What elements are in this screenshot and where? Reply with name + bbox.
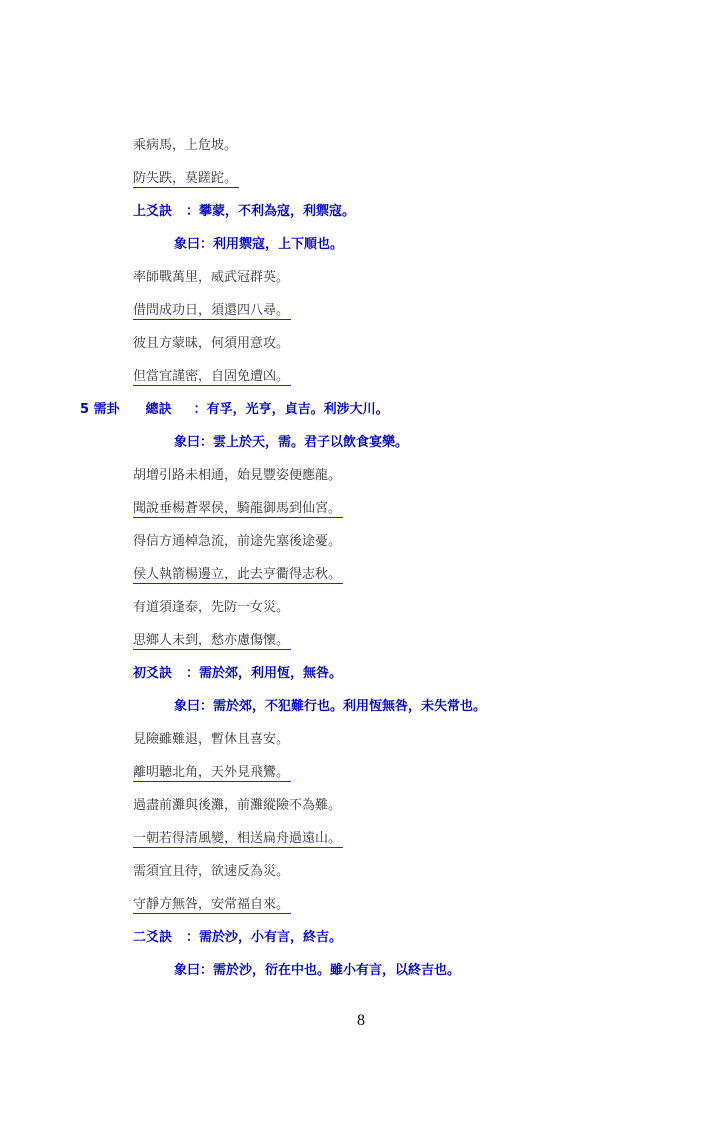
verse-line-underlined: 防失跌，莫蹉跎。 (133, 171, 238, 186)
verse-line: 胡增引路未相通，始見豐姿便應龍。 (133, 468, 342, 483)
verse-line: 需須宜且待，欲速反為災。 (133, 864, 290, 879)
page-number: 8 (357, 1012, 365, 1029)
verse-line-underlined: 守靜方無咎，安常福自來。 (133, 897, 290, 912)
hexagram-heading (80, 403, 389, 416)
xiang-heading: 象曰：需於沙，衍在中也。雖小有言，以終吉也。 (174, 963, 461, 978)
verse-line: 率師戰萬里，威武冠群英。 (133, 270, 290, 285)
verse-line-underlined: 但當宜謹密，自固免遭凶。 (133, 369, 290, 384)
xiang-heading: 象曰：需於郊，不犯難行也。利用恆無咎，未失常也。 (174, 699, 487, 714)
hexagram-label: 5 需卦 (80, 402, 120, 417)
xiang-heading: 象曰：利用禦寇，上下順也。 (174, 237, 344, 252)
yao-label: 上爻訣 (133, 204, 173, 219)
verse-line-underlined: 離明聽北角，天外見飛鸞。 (133, 765, 290, 780)
yao-text: ：需於郊，利用恆，無咎。 (186, 666, 343, 681)
yao-label: 初爻訣 (133, 666, 173, 681)
verse-line: 得信方通棹急流，前途先塞後途憂。 (133, 534, 342, 549)
yao-label: 二爻訣 (133, 930, 173, 945)
verse-line: 有道須逢泰，先防一女災。 (133, 600, 290, 615)
verse-line-underlined: 侯人執箭楊邊立，此去亨衢得志秋。 (133, 567, 342, 582)
verse-line: 過盡前灘與後灘，前灘縱險不為難。 (133, 798, 342, 813)
yao-text: ：需於沙，小有言，終吉。 (186, 930, 343, 945)
yao-heading-first (133, 667, 342, 680)
yao-text: ：攀蒙，不利為寇，利禦寇。 (186, 204, 356, 219)
summary-label: 總訣 (145, 402, 172, 417)
verse-line-underlined: 思鄉人未到，愁亦慮傷懷。 (133, 633, 290, 648)
yao-heading-second (133, 931, 342, 944)
verse-line: 乘病馬，上危坡。 (133, 138, 238, 153)
verse-line: 彼且方蒙昧，何須用意攻。 (133, 336, 290, 351)
xiang-heading: 象曰：雲上於天，需。君子以飲食宴樂。 (174, 435, 409, 450)
verse-line-underlined: 聞說垂楊蒼翠侯，騎龍御馬到仙宮。 (133, 501, 342, 516)
verse-line-underlined: 一朝若得清風變，相送扁舟過遠山。 (133, 831, 342, 846)
yao-heading-top (133, 205, 355, 218)
verse-line: 見險雖難退，暫休且喜安。 (133, 732, 290, 747)
verse-line-underlined: 借問成功日，須還四八尋。 (133, 303, 290, 318)
summary-text: ：有孚，光亨，貞吉。利涉大川。 (193, 402, 389, 417)
